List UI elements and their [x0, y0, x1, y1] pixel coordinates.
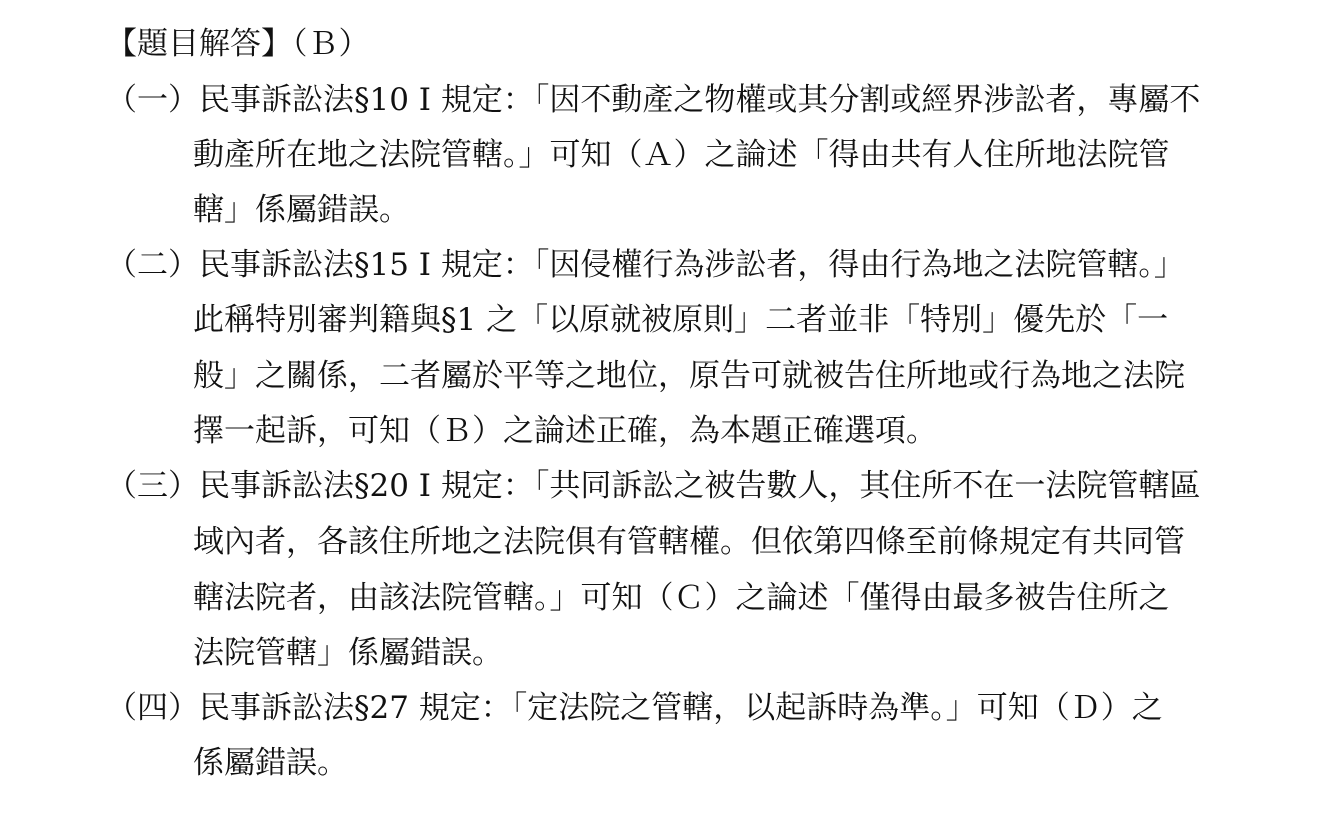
- item-2-line-4: 擇一起訴，可知（Ｂ）之論述正確，為本題正確選項。: [193, 413, 937, 449]
- item-3-line-2: 域內者，各該住所地之法院俱有管轄權。但依第四條至前條規定有共同管: [193, 524, 1185, 560]
- item-1-line-3: 轄」係屬錯誤。: [193, 192, 410, 228]
- answer-title: 【題目解答】（Ｂ）: [106, 26, 370, 62]
- item-2-line-3: 般」之關係，二者屬於平等之地位，原告可就被告住所地或行為地之法院: [193, 358, 1185, 394]
- item-1-line-2: 動產所在地之法院管轄。」可知（Ａ）之論述「得由共有人住所地法院管: [193, 137, 1170, 173]
- item-1-line-1: （一）民事訴訟法§10 I 規定：「因不動產之物權或其分割或經界涉訟者，專屬不: [106, 82, 1201, 118]
- item-3-line-3: 轄法院者，由該法院管轄。」可知（Ｃ）之論述「僅得由最多被告住所之: [193, 580, 1170, 616]
- item-3-line-1: （三）民事訴訟法§20 I 規定：「共同訴訟之被告數人，其住所不在一法院管轄區: [106, 468, 1201, 504]
- item-2-line-1: （二）民事訴訟法§15 I 規定：「因侵權行為涉訟者，得由行為地之法院管轄。」: [106, 247, 1185, 283]
- item-4-line-1: （四）民事訴訟法§27 規定：「定法院之管轄，以起訴時為準。」可知（Ｄ）之: [106, 690, 1163, 726]
- item-3-line-4: 法院管轄」係屬錯誤。: [193, 635, 503, 671]
- item-2-line-2: 此稱特別審判籍與§1 之「以原就被原則」二者並非「特別」優先於「一: [193, 302, 1169, 338]
- item-4-line-2: 係屬錯誤。: [193, 745, 348, 781]
